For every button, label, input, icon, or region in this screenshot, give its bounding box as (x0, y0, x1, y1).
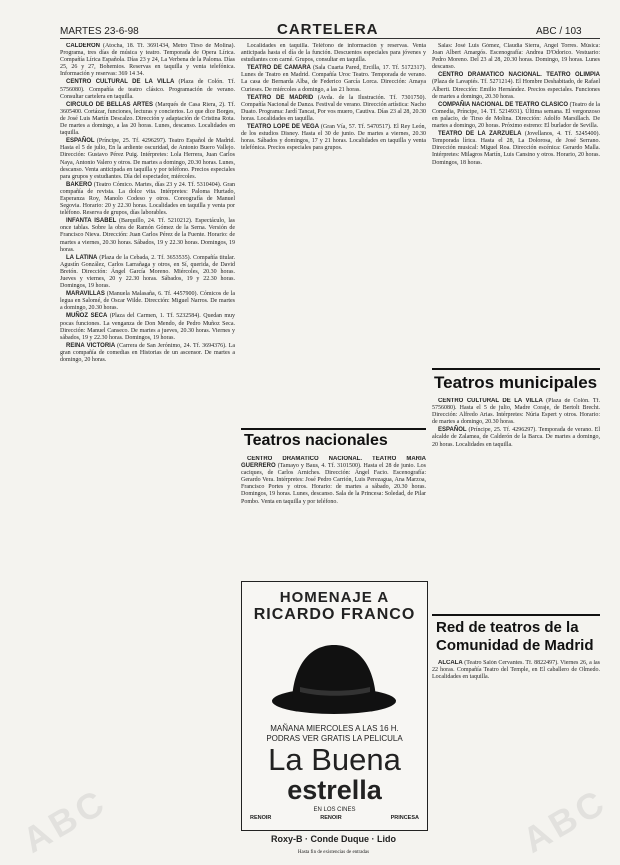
listing-entry (432, 398, 600, 426)
listing-entry (60, 43, 235, 78)
hat-illustration (270, 637, 398, 717)
listing-name: CALDERON (66, 43, 100, 49)
ad-title-line1: HOMENAJE A (279, 589, 390, 606)
homenaje-ad (241, 581, 428, 831)
teatros-municipales-title: Teatros municipales (434, 373, 598, 392)
listing-entry (60, 313, 235, 341)
listing-text: (Avda. de la Ilustración. Tf. 7301750). Compañía Nacional de Danza. Festival de verano. Dirección artística: Nacho Duato. Programa: Jardí Tancat, Por vos muero, Cautiva. Días 23 al 28, 20.30 horas. Localidades en taquilla. (241, 94, 426, 122)
cinema-1: RENOIR (250, 815, 272, 821)
listing-text: Localidades en taquilla. Teléfono de información y reservas. Venta anticipada hasta el día de la función. Descuentos especiales para jóvenes y estudiantes con carné. Grupos, consultar en taquilla. (241, 43, 426, 64)
listing-name: CENTRO CULTURAL DE LA VILLA (66, 79, 175, 86)
ad-cinemas (250, 815, 419, 821)
listing-name: LA LATINA (66, 254, 98, 261)
page-header (0, 0, 620, 40)
listing-name: COMPAÑIA NACIONAL DE TEATRO CLASICO (438, 101, 569, 108)
listing-entry (60, 79, 235, 100)
column-listings-2 (241, 43, 426, 425)
listing-name: REINA VICTORIA (66, 342, 116, 349)
listing-text: (Plaza de Colón. Tf. 5756080). Hasta el 5 de julio, Madre Coraje, de Bertolt Brecht. Dirección: Alfredo Arias. Intérpretes: Núria Espert y otros. Horario: de martes a domingo, 20.30 horas. (432, 398, 600, 426)
listing-entry (241, 95, 426, 123)
listing-text: (Sala Cuarta Pared, Ercilla, 17. Tf. 5172317). Lunes de Teatro en Madrid. Compañía Uroc Teatro. Temporada de verano. La casa de Bernarda Alba, de Federico García Lorca. Dirección: Amaya Curieses. De miércoles a domingo, a las 21 horas. (241, 65, 426, 93)
ad-logos: Roxy-B · Conde Duque · Lido (271, 834, 396, 844)
header-date: MARTES 23-6-98 (60, 26, 139, 37)
ad-footer: Hasta fin de existencias de entradas (297, 850, 370, 855)
listing-entry (432, 72, 600, 100)
section-rule (432, 368, 600, 370)
listing-text: (Barquillo, 24. Tf. 5210212). Espectáculo, las once tablas. Sobre la obra de Ramón Gómez de la Serna. Versión de Francisco Nieva. Dirección: Juan Carlos Pérez de la Fuente. Horario: de martes a viernes, 20.30 horas. Sábados, 19 y 22.30 horas. Domingos, 19 horas. (60, 218, 235, 253)
listing-name: CENTRO CULTURAL DE LA VILLA (438, 398, 543, 404)
section-title: CARTELERA (277, 21, 379, 38)
listing-text: (Tamayo y Baus, 4. Tf. 3101500). Hasta el 28 de junio. Los caciques, de Carlos Arniches. Dirección: Ángel Facio. Escenografía: Gerardo Vera. Intérpretes: José Pedro Carrión, Luis Perezagua, Ana Marzoa, Francisco Portes y otros. Horario: de martes a sábado, 20.30 horas. Domingos, 19 horas. Lunes, descanso. Sala de la Princesa: Soledad, de Pilar Pombo. Venta en taquilla y por teléfono. (241, 463, 426, 505)
listing-text: (Plaza de Colón. Tf. 5756080). Compañía de teatro clásico. Programación de verano. Consultar cartelera en taquilla. (60, 79, 235, 100)
listing-text: (Plaza de Lavapiés. Tf. 5271214). El Hombre Deshabitado, de Rafael Alberti. Dirección: Emilio Hernández. Precios especiales. Funciones de martes a domingo, 20.30 horas. (432, 79, 600, 100)
listing-name: CENTRO DRAMATICO NACIONAL. TEATRO OLIMPIA (438, 72, 600, 79)
listing-name: BAKERO (66, 181, 93, 188)
listing-text: (Marqués de Casa Riera, 2). Tf. 3605400. Cortázar, funciones, lecturas y conciertos. Lo que dice Borges, de José Luis Martín Descalzo. Dirección y adaptación de Cristina Rota. De martes a domingo, a las 20 horas. Lunes, descanso. Localidades en taquilla. (60, 101, 235, 137)
listing-entry (60, 343, 235, 364)
listing-name: ESPAÑOL (66, 138, 95, 145)
section-rule (432, 614, 600, 616)
teatros-nacionales-list (241, 456, 426, 576)
listing-name: CIRCULO DE BELLAS ARTES (66, 101, 154, 108)
column-listings-1 (60, 43, 235, 861)
listing-entry (60, 138, 235, 181)
listing-text: (Teatro Salón Cervantes. Tf. 8822497). Viernes 26, a las 22 horas. Compañía Teatro del Temple, en El caballero de Olmedo. Localidades en taquilla. (432, 660, 600, 681)
red-teatros-title-2: Comunidad de Madrid (436, 637, 594, 654)
listing-entry (60, 218, 235, 253)
listing-name: ALCALA (438, 660, 463, 666)
ad-promo-line2: PODRAS VER GRATIS LA PELICULA (266, 734, 403, 743)
header-rule (60, 38, 600, 39)
ad-film-title-line1: La Buena (268, 742, 401, 777)
listing-text: (Atocha, 18. Tf. 3691434, Metro Tirso de Molina). Programa, tres días de música y teatro. Temporada de Opera Lírica. Compañía Lírica Española. Días 23 y 24, La Verbena de la Paloma. Días 25, 26 y 27, Bohemios. Reservas en taquilla y venta telefónica. Información y reservas: 369 14 34. (60, 43, 235, 78)
listing-text: (Plaza de la Cebada, 2. Tf. 3653535). Compañía titular. Agustín González, Carlos Larrañaga y otros, en Sí, querida, de David Bretón. Dirección: Ángel García Moreno. Miércoles, 20.30 horas. Jueves y viernes, 20 y 22.30 horas. Sábados, 19 y 22.30 horas. Domingos, 19 horas. (60, 254, 235, 290)
listing-text: Salas: José Luis Gómez, Claudia Sierra, Ángel Torres. Música: Joan Albert Amargós. Escenografía: Andrea D'Odorico. Vestuario: Pedro Moreno. Del 23 al 28, 20.30 horas. Domingo, 19 horas. Lunes descanso. (432, 43, 600, 71)
section-rule (241, 428, 426, 430)
watermark-right: ABC (515, 780, 614, 861)
listing-entry (60, 182, 235, 217)
watermark-left: ABC (15, 780, 114, 861)
listing-entry (60, 102, 235, 137)
listing-text: (Carrera de San Jerónimo, 24. Tf. 3694376). La gran compañía de comedias en Historias de un ascensor. De martes a domingo, 20 horas. (60, 342, 235, 364)
column-listings-4 (432, 43, 600, 363)
cinema-3: PRINCESA (390, 815, 419, 821)
listing-entry (241, 43, 426, 64)
listing-name: TEATRO DE CAMARA (247, 65, 311, 72)
listing-name: TEATRO DE MADRID (247, 94, 314, 101)
listing-text: (Teatro de la Comedia, Príncipe, 14. Tf. 5214931). Última semana. El vergonzoso en palacio, de Tirso de Molina. Dirección: Adolfo Marsillach. De martes a domingo, 20 horas. Próximo estreno: El burlador de Sevilla. (432, 101, 600, 130)
listing-name: MUÑOZ SECA (66, 313, 108, 320)
listing-name: CENTRO DRAMATICO NACIONAL. TEATRO MARIA GUERRERO (241, 456, 426, 470)
listing-entry (432, 102, 600, 130)
listing-entry (241, 65, 426, 93)
listing-text: (Príncipe, 25. Tf. 4296297). Temporada de verano. El alcalde de Zalamea, de Calderón de la Barca. De martes a domingo, 20 horas. Localidades en taquilla. (432, 427, 600, 448)
listing-text: (Gran Vía, 57. Tf. 5470517). El Rey León, de los estudios Disney. Hasta el 30 de junio. De martes a viernes, 20.30 horas. Sábados y domingos, 17 y 21 horas. Localidades en taquilla y venta telefónica. Precios especiales para grupos. (241, 124, 426, 152)
ad-title-line2: RICARDO FRANCO (253, 606, 416, 623)
listing-name: ESPAÑOL (438, 427, 467, 434)
listing-name: INFANTA ISABEL (66, 218, 117, 225)
listing-entry (432, 43, 600, 71)
listing-entry (432, 131, 600, 166)
listing-name: TEATRO DE LA ZARZUELA (438, 131, 522, 138)
listing-text: (Príncipe, 25. Tf. 4296297). Teatro Español de Madrid. Hasta el 5 de julio, En la ardiente oscuridad, de Antonio Buero Vallejo. Dirección: Gustavo Pérez Puig. Intérpretes: Lola Herrera, Juan Carlos Naya, Antonio Valero y otros. De martes a domingo, 20.30 horas. Lunes, descanso. Venta anticipada en taquilla y por teléfono. Precios especiales para grupos y estudiantes. Día del espectador, miércoles. (60, 138, 235, 180)
listing-text: (Plaza del Carmen, 1. Tf. 5232584). Quedan muy pocas funciones. La venganza de Don Mendo, de Pedro Muñoz Seca. Dirección: Manuel Canseco. De martes a jueves, 20.30 horas. Viernes y sábados, 19 y 22.30 horas. Domingos, 19 horas. (60, 313, 235, 341)
listing-entry (241, 456, 426, 506)
listing-entry (241, 124, 426, 152)
listing-text: (Manuela Malasaña, 6. Tf. 4457900). Cómicos de la legua en Salomé, de Oscar Wilde. Dirección: Miguel Narros. De martes a domingo, 20.30 horas. (60, 291, 235, 312)
ad-film-title-line2: estrella (287, 775, 382, 805)
page-number: ABC / 103 (536, 26, 582, 37)
red-teatros-title-1: Red de teatros de la (436, 619, 579, 636)
listing-text: (Jovellanos, 4. Tf. 5245400). Temporada lírica. Hasta el 28, La Dolorosa, de José Serrano. Dirección musical: Miguel Roa. Dirección escénica: Gerardo Malla. Intérpretes: Milagros Martín, Luis Cansino y otros. Horario, 20 horas. Domingos, 18 horas. (432, 131, 600, 166)
teatros-nacionales-title: Teatros nacionales (244, 432, 388, 449)
listing-name: TEATRO LOPE DE VEGA (247, 124, 320, 131)
ad-subtitle: EN LOS CINES (313, 807, 356, 813)
listing-entry (432, 427, 600, 448)
listing-entry (60, 291, 235, 312)
listing-name: MARAVILLAS (66, 291, 105, 298)
ad-promo-line1: MAÑANA MIERCOLES A LAS 16 H. (270, 724, 399, 733)
listing-text: (Teatro Cómico. Martes, días 23 y 24. Tf. 5310404). Gran compañía de revista. La dolce vita. Intérpretes: Paloma Hurtado, Esperanza Roy, Manolo Codeso y otros. Coreografía de Manuel Segovia. Horario: 20 y 22.30 horas. Localidades en taquilla y venta por teléfono. Reserva de grupos, días laborables. (60, 181, 235, 217)
cinema-2: RENOIR (320, 815, 342, 821)
teatros-municipales-list (432, 398, 600, 608)
listing-entry (60, 255, 235, 290)
listing-entry (432, 660, 600, 681)
